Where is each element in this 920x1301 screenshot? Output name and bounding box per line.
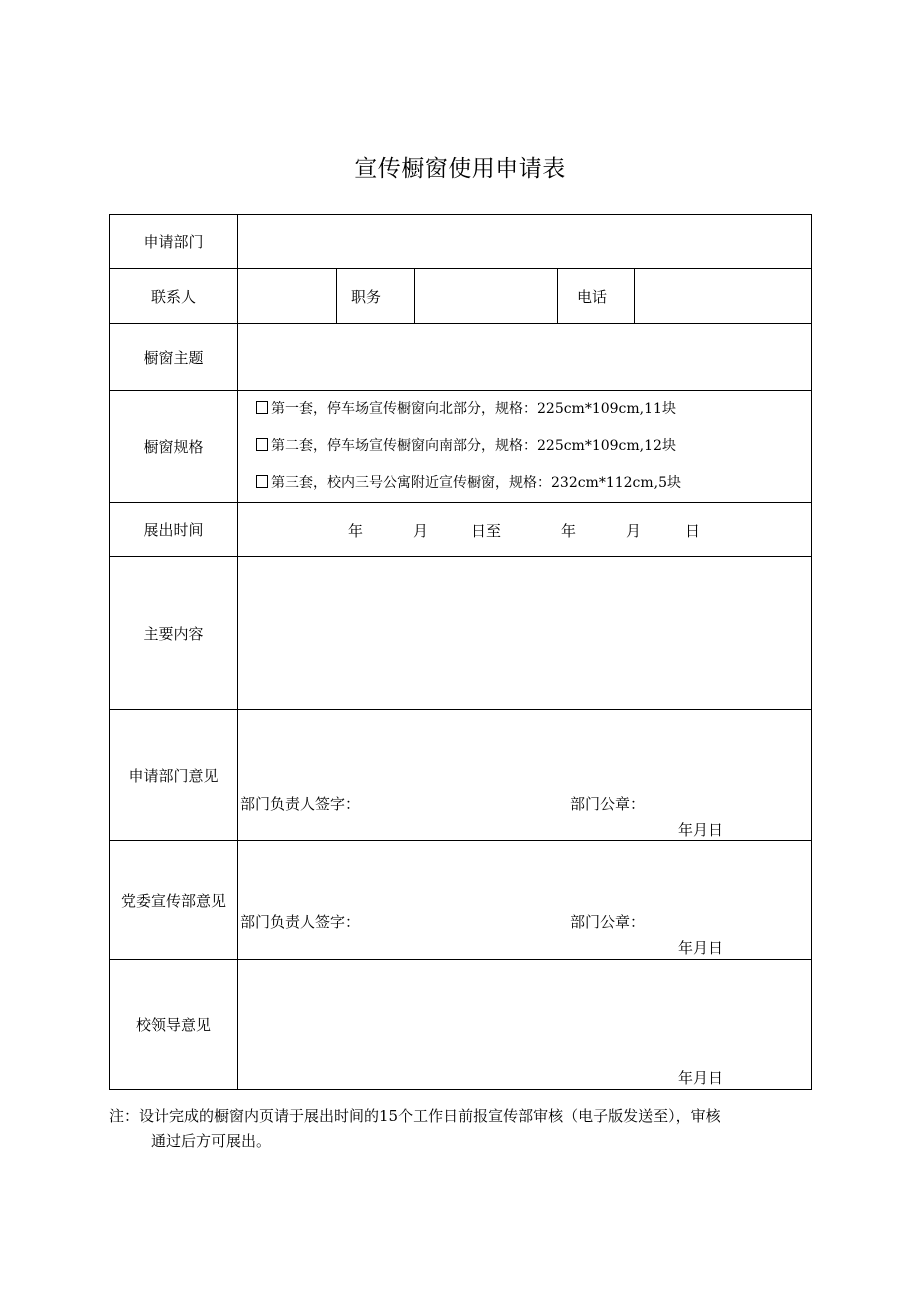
- party-seal-label: 部门公章：: [570, 913, 646, 931]
- position-label: 职务: [337, 269, 415, 324]
- row-content: [110, 557, 812, 710]
- row-department: [110, 215, 812, 269]
- row-spec: [110, 391, 812, 503]
- row-party-opinion: [110, 841, 812, 960]
- dept-opinion-label: 申请部门意见: [110, 710, 238, 841]
- spec-option-2[interactable]: 第二套，停车场宣传橱窗向南部分，规格：225cm*109cm,12块: [238, 428, 811, 465]
- department-label: 申请部门: [110, 215, 238, 269]
- spec-label: 橱窗规格: [110, 391, 238, 503]
- period-end-month: 月: [626, 522, 642, 540]
- checkbox-icon[interactable]: [256, 438, 268, 451]
- party-opinion-label: 党委宣传部意见: [110, 841, 238, 960]
- row-theme: [110, 324, 812, 391]
- period-end-year: 年: [561, 522, 577, 540]
- contact-field[interactable]: [238, 269, 337, 324]
- form-title: 宣传橱窗使用申请表: [354, 156, 566, 182]
- footnote: [109, 1104, 814, 1154]
- dept-date-label: 年月日: [678, 821, 724, 839]
- checkbox-icon[interactable]: [256, 401, 268, 414]
- content-field[interactable]: [238, 557, 812, 710]
- dept-signature-label: 部门负责人签字：: [240, 795, 361, 813]
- party-signature-label: 部门负责人签字：: [240, 913, 361, 931]
- contact-label: 联系人: [110, 269, 238, 324]
- row-period: [110, 503, 812, 557]
- phone-field[interactable]: [635, 269, 812, 324]
- period-start-month: 月: [413, 522, 429, 540]
- leader-date-label: 年月日: [678, 1069, 724, 1087]
- period-field[interactable]: [238, 503, 812, 557]
- phone-label: 电话: [558, 269, 635, 324]
- content-label: 主要内容: [110, 557, 238, 710]
- application-form-table: [109, 214, 812, 1090]
- leader-opinion-field[interactable]: [238, 960, 812, 1090]
- party-opinion-field[interactable]: [238, 841, 812, 960]
- leader-opinion-label: 校领导意见: [110, 960, 238, 1090]
- spec-option-1[interactable]: 第一套，停车场宣传橱窗向北部分，规格：225cm*109cm,11块: [238, 391, 811, 428]
- period-label: 展出时间: [110, 503, 238, 557]
- party-date-label: 年月日: [678, 939, 724, 957]
- period-start-year: 年: [348, 522, 364, 540]
- spec-option-3[interactable]: 第三套，校内三号公寓附近宣传橱窗，规格：232cm*112cm,5块: [238, 465, 811, 502]
- position-field[interactable]: [415, 269, 558, 324]
- dept-seal-label: 部门公章：: [570, 795, 646, 813]
- row-contact: [110, 269, 812, 324]
- checkbox-icon[interactable]: [256, 475, 268, 488]
- row-leader-opinion: [110, 960, 812, 1090]
- spec-options: [238, 391, 812, 503]
- footnote-line-1: 注：设计完成的橱窗内页请于展出时间的15个工作日前报宣传部审核（电子版发送至），审核: [109, 1107, 721, 1125]
- dept-opinion-field[interactable]: [238, 710, 812, 841]
- period-end-day: 日: [685, 522, 701, 540]
- theme-label: 橱窗主题: [110, 324, 238, 391]
- footnote-line-2: 通过后方可展出。: [151, 1132, 272, 1150]
- theme-field[interactable]: [238, 324, 812, 391]
- period-start-day: 日至: [471, 522, 502, 540]
- row-dept-opinion: [110, 710, 812, 841]
- department-field[interactable]: [238, 215, 812, 269]
